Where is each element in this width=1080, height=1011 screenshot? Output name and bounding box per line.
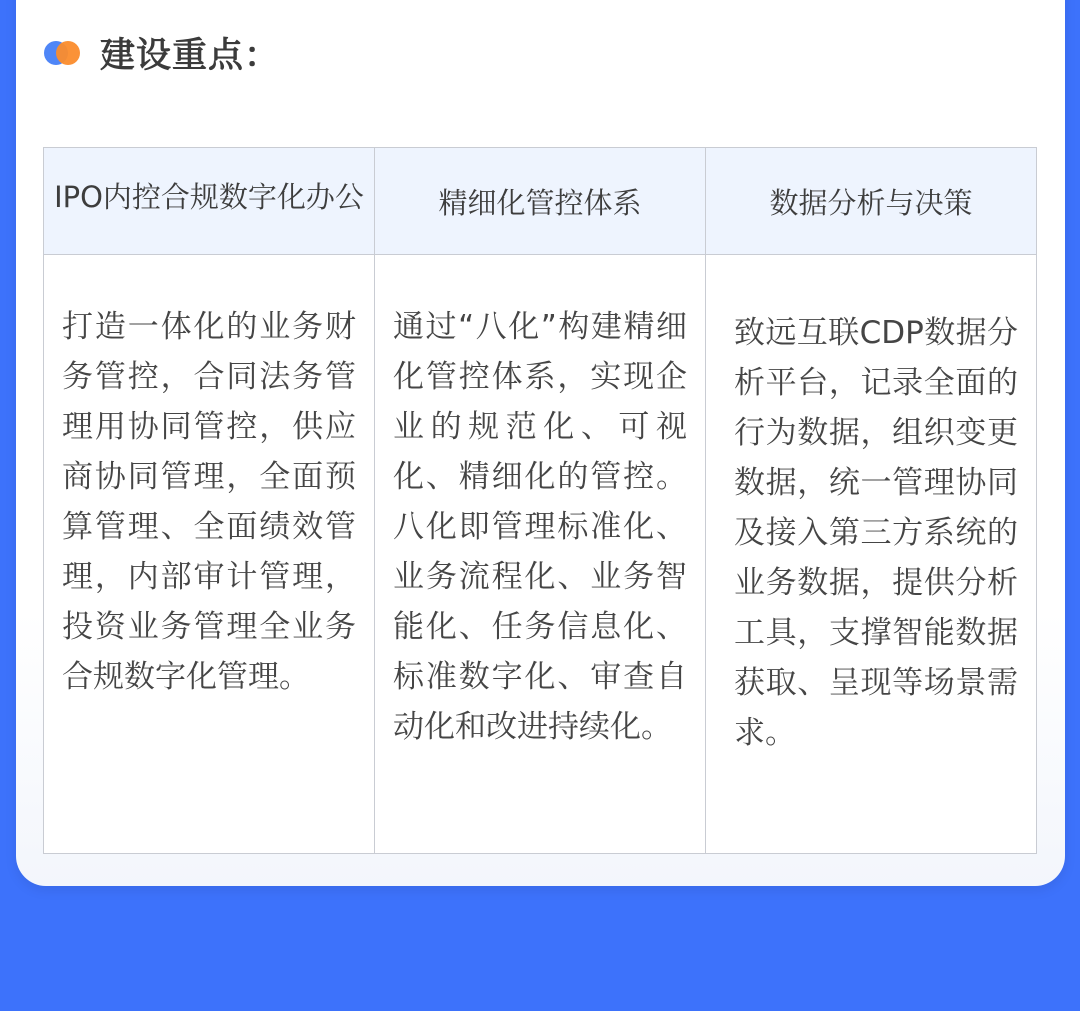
table-row	[44, 255, 1037, 854]
section-bullet-dots-icon	[44, 40, 82, 66]
header-fine-control	[375, 148, 706, 255]
section-heading	[44, 28, 280, 78]
header-label: IPO内控合规数字化办公	[54, 179, 364, 214]
section-title: 建设重点：	[100, 36, 281, 76]
orange-dot-icon	[56, 41, 80, 65]
cell-fine-control: 通过“八化”构建精细化管控体系，实现企业的规范化、可视化、精细化的管控。 八化即管理标准化、业务流程化、业务智能化、任务信息化、标准数字化、审查自动化和改进持续化。	[375, 255, 706, 854]
header-label: 精细化管控体系	[438, 185, 642, 220]
cell-ipo-compliance: 打造一体化的业务财务管控，合同法务管理用协同管控，供应商协同管理，全面预算管理、全面绩效管理，内部审计管理，投资业务管理全业务合规数字化管理。	[44, 255, 375, 854]
cell-data-analysis: 致远互联CDP数据分析平台，记录全面的行为数据，组织变更数据，统一管理协同及接入第三方系统的业务数据，提供分析工具，支撑智能数据获取、呈现等场景需求。	[706, 255, 1037, 854]
key-points-table	[43, 147, 1037, 854]
table-header-row	[44, 148, 1037, 255]
header-ipo-compliance	[44, 148, 375, 255]
header-label: 数据分析与决策	[769, 185, 973, 220]
header-data-analysis	[706, 148, 1037, 255]
